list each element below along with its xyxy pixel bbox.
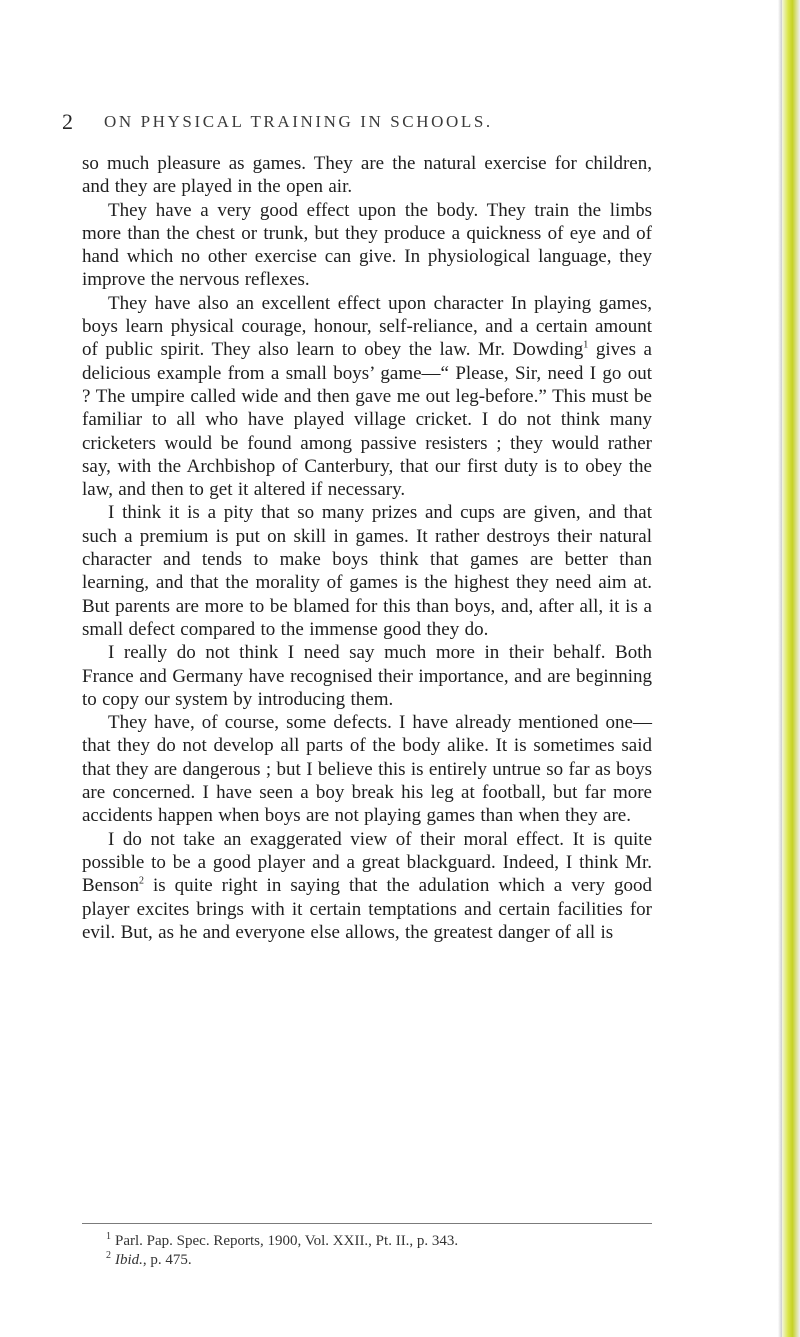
paragraph-3-text-b: gives a delicious example from a small boys’ game—“ Please, Sir, need I go out ? The umpire called wide and then gave me out leg-before.” This must be familiar to all who have played village cricket. I do not think many cricketers would be found among passive resisters ; they would rather say, with the Archbishop of Canterbury, that our first duty is to obey the law, and then to get it altered if necessary. [82, 339, 652, 501]
page-number: 2 [62, 109, 74, 134]
footnote-divider [82, 1223, 652, 1224]
paragraph-6: They have, of course, some defects. I have already mentioned one—that they do not develop all parts of the body alike. It is sometimes said that they are dangerous ; but I believe this is entirely untrue so far as boys are concerned. I have seen a boy break his leg at football, but far more accidents happen when boys are not playing games than when they are. [82, 712, 652, 827]
footnote-reference-2: 2 [139, 875, 144, 887]
book-spine-edge [782, 0, 800, 1337]
footnote-1 [106, 1232, 636, 1251]
paragraph-3 [82, 292, 652, 502]
paragraph-4: I think it is a pity that so many prizes and cups are given, and that such a premium is put on skill in games. It rather destroys their natural character and tends to make boys think that games are better than learning, and that the morality of games is the highest they need aim at. But parents are more to be blamed for this than boys, and, after all, it is a small defect compared to the immense good they do. [82, 502, 652, 640]
footnote-2-text: , p. 475. [142, 1252, 192, 1268]
footnote-reference-1: 1 [583, 340, 589, 352]
footnote-2-ibid: Ibid. [115, 1252, 143, 1268]
paragraph-2: They have a very good effect upon the body. They train the limbs more than the chest or trunk, but they produce a quickness of eye and of hand which no other exercise can give. In physiological language, they improve the nervous reflexes. [82, 199, 652, 291]
paragraph-5: I really do not think I need say much more in their behalf. Both France and Germany have recognised their importance, and are beginning to copy our system by introducing them. [82, 642, 652, 710]
paragraph-7 [82, 828, 652, 944]
paragraph-1: so much pleasure as games. They are the natural exercise for children, and they are played in the open air. [82, 153, 652, 198]
page-header [62, 108, 652, 136]
paragraph-7-text-a: I do not take an exaggerated view of their moral effect. It is quite possible to be a good player and a great blackguard. Indeed, I think Mr. Benson [82, 828, 652, 897]
footnote-2-marker: 2 [106, 1250, 111, 1261]
footnote-1-text: Parl. Pap. Spec. Reports, 1900, Vol. XXII., Pt. II., p. 343. [115, 1233, 459, 1249]
paragraph-3-text-a: They have also an excellent effect upon character In playing games, boys learn physical courage, honour, self-reliance, and a certain amount of public spirit. They also learn to obey the law. Mr. Dowding [82, 292, 652, 361]
running-head: ON PHYSICAL TRAINING IN SCHOOLS. [104, 112, 493, 131]
footnote-2 [106, 1251, 636, 1270]
main-text [82, 152, 652, 944]
paragraph-7-text-b: is quite right in saying that the adulation which a very good player excites brings with it certain temptations and certain facilities for evil. But, as he and everyone else allows, the greatest danger of all is [82, 875, 652, 943]
footnotes [106, 1232, 636, 1270]
footnote-1-marker: 1 [106, 1231, 111, 1242]
